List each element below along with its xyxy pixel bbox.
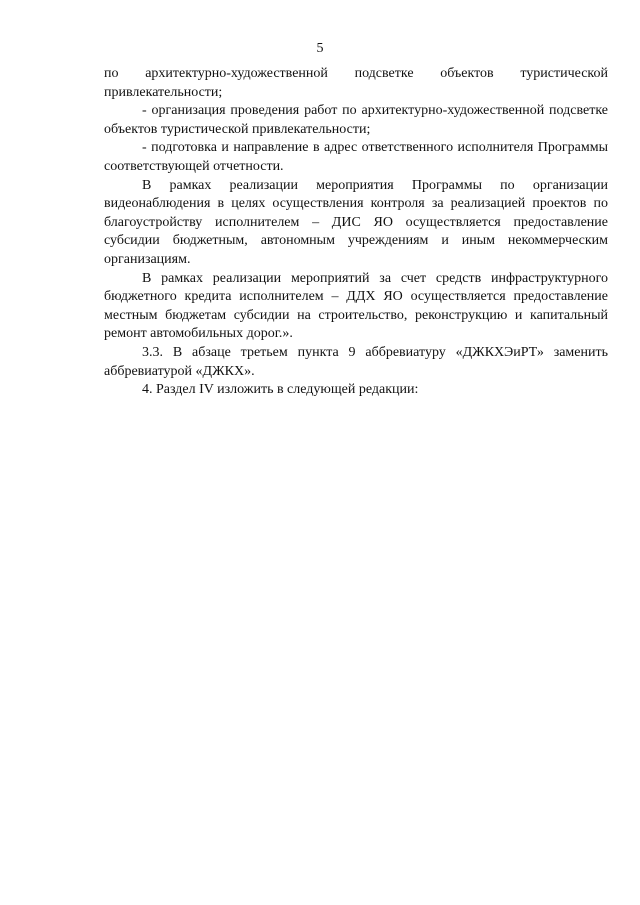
paragraph-7: 4. Раздел IV изложить в следующей редакции: [142, 382, 419, 398]
body-text [104, 65, 608, 400]
paragraph-5: В рамках реализации мероприятий за счет средств инфраструктурного бюджетного кредита исполнителем – ДДХ ЯО осуществляется предоставление местным бюджетам субсидии на строительство, реконструкцию и капитальный ремонт автомобильных дорог.». [104, 270, 608, 342]
paragraph-1: по архитектурно-художественной подсветке объектов туристической привлекательности; [104, 66, 608, 100]
page-number: 5 [316, 41, 324, 56]
paragraph-4: В рамках реализации мероприятия Программы по организации видеонаблюдения в целях осуществления контроля за реализацией проектов по благоустройству исполнителем – ДИС ЯО осуществляется предоставление субсидии бюджетным, автономным учреждениям и иным некоммерческим организациям. [104, 177, 608, 267]
paragraph-3: - подготовка и направление в адрес ответственного исполнителя Программы соответствующей отчетности. [104, 140, 608, 174]
paragraph-2: - организация проведения работ по архитектурно-художественной подсветке объектов туристической привлекательности; [104, 103, 608, 137]
paragraph-6: 3.3. В абзаце третьем пункта 9 аббревиатуру «ДЖКХЭиРТ» заменить аббревиатурой «ДЖКХ». [104, 344, 608, 379]
